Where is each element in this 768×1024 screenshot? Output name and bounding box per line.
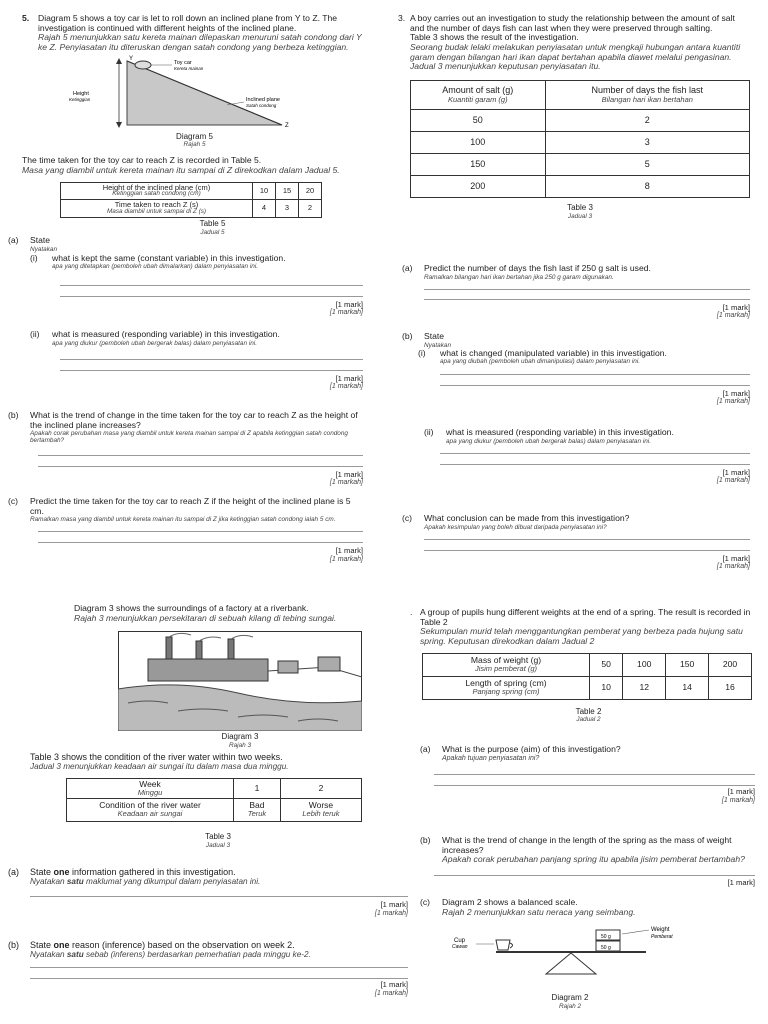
inclined-plane-diagram	[57, 55, 357, 135]
question-3-salt	[398, 14, 750, 220]
table-row: Amount of salt (g) Kuantiti garam (g) Number of days the fish last Bilangan hari ikan bertahan	[411, 80, 750, 109]
balanced-scale-diagram	[446, 922, 696, 1002]
diagram-3-caption: Diagram 3 Rajah 3	[221, 732, 259, 749]
toy-car-icon	[135, 61, 151, 69]
q3r-intro: 3. A boy carries out an investigation to study the relationship between the amount of salt and the number of days fish can last when they were preserved through salting. Table 3 shows the result of the investigation. Seorang budak lelaki melakukan penyiasatan untuk mengkaji hubungan antara kuantiti garam dengan bilangan hari ikan dapat bertahan apabila diawet melalui pengasinan. Jadual 3 menunjukkan keputusan penyiasatan itu.	[398, 13, 741, 72]
question-3-factory: Diagram 3 shows the surroundings of a factory at a riverbank. Rajah 3 menunjukkan persekitaran di sebuah kilang di tebing sungai.	[74, 603, 337, 623]
table-row: 50 2	[411, 109, 750, 131]
table-2-caption: Table 2 Jadual 2	[575, 706, 602, 724]
svg-text:Satah condong: Satah condong	[246, 102, 277, 108]
answer-line[interactable]	[38, 531, 363, 532]
svg-text:Cawan: Cawan	[452, 944, 468, 950]
label-cup: Cup	[454, 938, 466, 944]
q5-part-c: (c) Predict the time taken for the toy car to reach Z if the height of the inclined plane is 5 cm. Ramalkan masa yang diambil untuk kereta mainan itu sampai di Z jika ketinggian satah condong ialah 5 cm. [1 mark] [1 markah]	[8, 496, 363, 563]
chimney-icon	[196, 641, 202, 659]
svg-text:50 g: 50 g	[601, 934, 611, 940]
factory-riverbank-diagram	[118, 631, 362, 731]
q3r-part-b-ii: (ii) what is measured (responding variable) in this investigation. apa yang diukur (pemboleh ubah bergerak balas) dalam penyiasatan ini. [1 mark] [1 markah]	[424, 427, 750, 485]
svg-text:50 g: 50 g	[601, 945, 611, 951]
q5-part-b: (b) What is the trend of change in the time taken for the toy car to reach Z as the height of the inclined plane increases? Apakah corak perubahan masa yang diambil untuk kereta mainan sampai di Z apabila ketinggian satah condong bertambah? [1 mark] [1 markah]	[8, 410, 363, 486]
label-toy-car: Toy car	[174, 59, 192, 66]
q3l-part-a: (a) State one information gathered in this investigation. Nyatakan satu maklumat yang dikumpul dalam penyiasatan ini. [1 mark] [1 markah]	[8, 867, 408, 917]
table-5	[60, 182, 322, 218]
answer-line[interactable]	[440, 385, 750, 386]
answer-line[interactable]	[440, 374, 750, 375]
mark-label: [1 mark] [1 markah]	[329, 469, 363, 486]
table-2	[422, 653, 752, 700]
q2r-part-c: (c) Diagram 2 shows a balanced scale. Rajah 2 menunjukkan satu neraca yang seimbang.	[420, 897, 636, 917]
table-row: Length of spring (cm) Panjang spring (cm) 10 12 14 16	[423, 676, 752, 699]
table-row: Time taken to reach Z (s) Masa diambil untuk sampai di Z (s) 4 3 2	[61, 200, 322, 218]
mark-label: [1 mark] [1 markah]	[716, 467, 750, 485]
q5-table-intro: The time taken for the toy car to reach Z is recorded in Table 5. Masa yang diambil untuk kereta mainan itu sampai di Z direkodkan dalam Jadual 5.	[22, 155, 340, 175]
q2r-intro: . A group of pupils hung different weights at the end of a spring. The result is recorded in Table 2 Sekumpulan murid telah menggantungkan pemberat yang berbeza pada hujung satu spring. Keputusan direkodkan dalam Jadual 2	[410, 607, 751, 646]
table-3-river-caption: Table 3 Jadual 3	[205, 832, 231, 849]
q3r-part-c: (c) What conclusion can be made from this investigation? Apakah kesimpulan yang boleh dibuat daripada penyiasatan ini? [1 mark] [1 markah]	[402, 513, 750, 571]
answer-line[interactable]	[440, 453, 750, 454]
table-3-river	[66, 778, 362, 822]
answer-line[interactable]	[424, 539, 750, 540]
diagram-5-caption: Diagram 5 Rajah 5	[176, 131, 213, 149]
question-5	[22, 14, 367, 236]
table-row: Week Minggu 1 2	[67, 779, 362, 799]
answer-line[interactable]	[30, 967, 408, 968]
cup-icon	[496, 940, 510, 950]
table-row: Condition of the river water Keadaan air sungai Bad Teruk Worse Lebih teruk	[67, 798, 362, 821]
mark-label: [1 mark] [1 markah]	[716, 388, 750, 405]
table-row: Mass of weight (g) Jisim pemberat (g) 50 100 150 200	[423, 653, 752, 676]
answer-line[interactable]	[60, 359, 363, 360]
label-weight: Weight	[651, 927, 670, 933]
answer-line[interactable]	[424, 550, 750, 551]
chimney-icon	[228, 639, 234, 659]
answer-line[interactable]	[60, 296, 363, 297]
mark-label: [1 mark] [1 markah]	[329, 299, 363, 316]
mark-label: [1 mark] [1 markah]	[721, 787, 755, 804]
table-row: 100 3	[411, 131, 750, 153]
answer-line[interactable]	[434, 774, 755, 775]
svg-text:Pemberat: Pemberat	[651, 934, 673, 940]
table-3-salt	[410, 80, 750, 198]
mark-label: [1 mark] [1 markah]	[374, 900, 408, 917]
chimney-icon	[166, 637, 172, 659]
answer-line[interactable]	[434, 875, 755, 876]
question-2-spring	[410, 608, 755, 723]
factory-building	[148, 659, 268, 681]
q5-part-a: (a) State Nyatakan (i) what is kept the same (constant variable) in this investigation. apa yang ditetapkan (pemboleh ubah dimalarkan) dalam penyiasatan ini. [1 mark] [1 markah]	[8, 235, 363, 316]
answer-line[interactable]	[30, 896, 408, 897]
label-z: Z	[285, 122, 289, 129]
mark-label: [1 mark] [1 markah]	[374, 980, 408, 997]
svg-text:Kereta mainan: Kereta mainan	[174, 65, 204, 71]
table-row: 150 5	[411, 153, 750, 175]
answer-line[interactable]	[60, 370, 363, 371]
table-5-caption: Table 5 Jadual 5	[199, 218, 226, 236]
scale-pivot	[546, 953, 596, 974]
q3r-part-b: (b) State Nyatakan (i) what is changed (manipulated variable) in this investigation. apa yang diubah (pemboleh ubah dimanipulasi) dalam penyiasatan ini. [1 mark] [1 markah]	[402, 331, 750, 405]
mark-label: [1 mark] [1 markah]	[329, 546, 363, 563]
table-row: 200 8	[411, 175, 750, 197]
q3l-part-b: (b) State one reason (inference) based on the observation on week 2. Nyatakan satu sebab (inferens) berdasarkan pemerhatian pada minggu ke-2. [1 mark] [1 markah]	[8, 940, 408, 997]
mark-label: [1 mark]	[727, 877, 755, 887]
label-y: Y	[129, 55, 134, 62]
q2r-part-b: (b) What is the trend of change in the length of the spring as the mass of weight increases? Apakah corak perubahan panjang spring itu apabila jisim pemberat bertambah? [1 mark]	[420, 835, 755, 887]
svg-text:Ketinggian: Ketinggian	[69, 96, 91, 102]
mark-label: [1 mark] [1 markah]	[716, 302, 750, 320]
q2r-part-a: (a) What is the purpose (aim) of this investigation? Apakah tujuan penyiasatan ini? [1 mark] [1 markah]	[420, 744, 755, 804]
diagram-2-caption: Diagram 2 Rajah 2	[551, 993, 589, 1010]
mark-label: [1 mark] [1 markah]	[716, 553, 750, 571]
answer-line[interactable]	[30, 978, 408, 979]
table-row: Height of the inclined plane (cm) Ketinggian satah condong (cm) 10 15 20	[61, 182, 322, 200]
answer-line[interactable]	[38, 542, 363, 543]
label-inclined-plane: Inclined plane	[246, 96, 280, 103]
answer-line[interactable]	[424, 299, 750, 300]
answer-line[interactable]	[60, 285, 363, 286]
answer-line[interactable]	[38, 455, 363, 456]
answer-line[interactable]	[38, 466, 363, 467]
mark-label: [1 mark] [1 markah]	[329, 373, 363, 391]
q5-intro: 5. Diagram 5 shows a toy car is let to roll down an inclined plane from Y to Z. The investigation is continued with different heights of the inclined plane. Rajah 5 menunjukkan satu kereta mainan dilepaskan menuruni satah condong dari Y ke Z. Penyiasatan itu diteruskan dengan satah condong yang berbeza ketinggian.	[22, 13, 362, 52]
q5-part-a-ii: (ii) what is measured (responding variable) in this investigation. apa yang diukur (pemboleh ubah bergerak balas) dalam penyiasatan ini. [1 mark] [1 markah]	[30, 329, 363, 391]
label-height: Height	[73, 90, 89, 97]
answer-line[interactable]	[424, 289, 750, 290]
table-3-salt-caption: Table 3 Jadual 3	[567, 202, 593, 220]
answer-line[interactable]	[434, 785, 755, 786]
q3r-part-a: (a) Predict the number of days the fish last if 250 g salt is used. Ramalkan bilangan hari ikan bertahan jika 250 g garam digunakan. [1 mark] [1 markah]	[402, 263, 750, 320]
answer-line[interactable]	[440, 464, 750, 465]
q3l-table-intro: Table 3 shows the condition of the river water within two weeks. Jadual 3 menunjukkan keadaan air sungai itu dalam masa dua minggu.	[30, 752, 289, 772]
